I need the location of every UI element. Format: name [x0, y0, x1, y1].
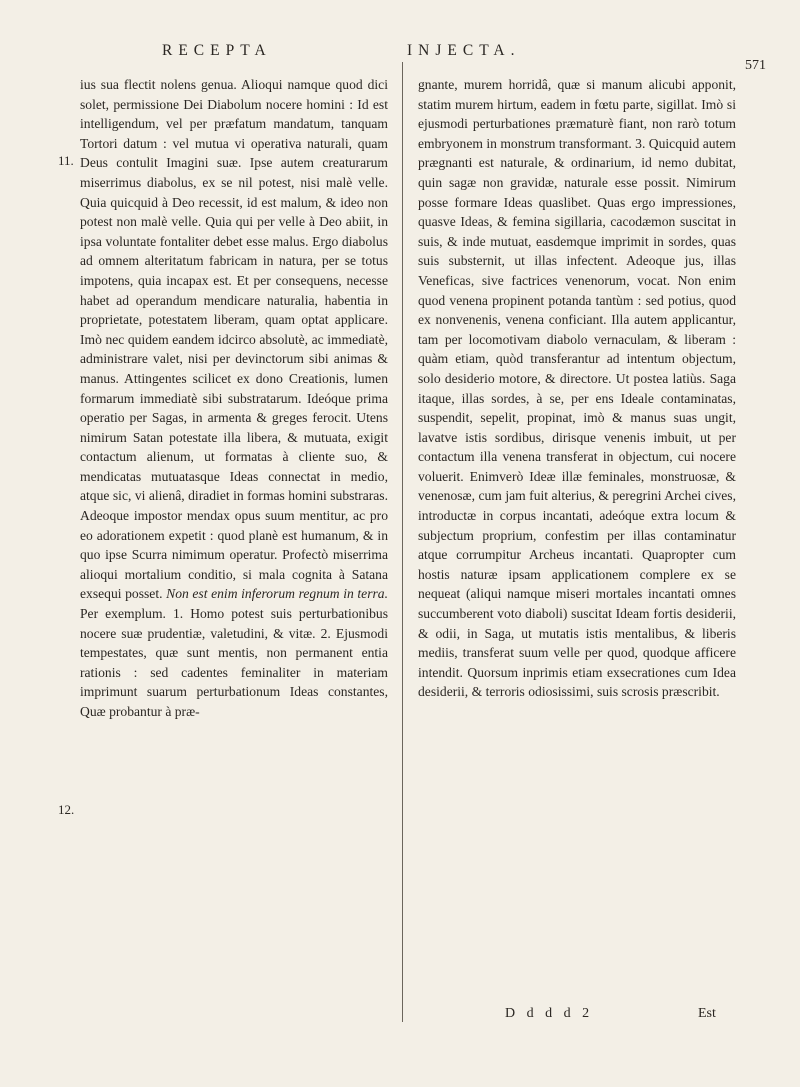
margin-number-11: 11.	[58, 153, 74, 168]
right-column	[418, 75, 736, 702]
margin-number-12: 12.	[58, 802, 75, 817]
signature-mark: D d d d 2	[505, 1006, 594, 1021]
catchword: Est	[698, 1006, 716, 1021]
left-text-part1: ius sua flectit nolens genua. Alioqui namque quod dici solet, permissione Dei Diabolum nocere homini : Id est intelligendum, vel per præfatum mandatum, tanquam Tortori datum : vel mutua vi operativa naturali, quam Deus contulit Imagini suæ. Ipse autem creaturarum miserrimus diabolus, ex se nil potest, nisi malè velle. Quia quicquid à Deo recessit, id est malum, & ideo non potest non malè velle. Quia qui per velle à Deo abiit, in ipsa voluntate fontaliter debet esse malus. Ergo diabolus ad omnem alteritatum fabricam in natura, per se totus impotens, quia incapax est. Et per consequens, necesse habet ad operandum mendicare naturalia, habentia in proprietate, potestatem liberam, quam optat applicare. Imò nec quidem eandem idcirco absolutè, ac immediatè, administrare valet, nisi per devinctorum sibi animas & manus. Attingentes scilicet ex dono Creationis, lumen formarum immediatè sibi substratarum. Ideóque prima operatio per Sagas, in armenta & greges ferocit. Utens nimirum Satan potestate illa libera, & mutuata, exigit contactum alienum, ut formatas à cliente suo, & mendicatas mutuatasque Ideas connectat in medio, atque sic, vi alienâ, diradiet in formas homini substraras. Adeoque impostor mendax opus suum mentitur, ac pro eo adorationem expetit : quod planè est humanum, & in quo ipse Scurra nimimum operatur. Profectò miserrima alioqui mortalium conditio, si mala cognita à Satana exsequi posset.	[80, 77, 388, 602]
running-head-left: RECEPTA	[162, 42, 272, 59]
running-head-right: INJECTA.	[407, 42, 521, 59]
column-divider	[402, 62, 403, 1022]
left-column	[80, 75, 388, 722]
left-column-text	[80, 75, 388, 722]
page-number: 571	[745, 58, 766, 73]
left-text-part2: Per exemplum. 1. Homo potest suis perturbationibus nocere suæ prudentiæ, valetudini, & vitæ. 2. Ejusmodi tempestates, quæ sunt mentis, non permanent entia rationis : sed cadentes feminaliter in materiam imprimunt suarum perturbationum Ideas constantes, Quæ probantur à præ-	[80, 606, 388, 719]
right-column-text: gnante, murem horridâ, quæ si manum alicubi apponit, statim murem hirtum, eadem in fœtu parte, sigillat. Imò si ejusmodi perturbationes præmaturè fiant, non rarò totum embryonem in monstrum transformant. 3. Quicquid autem prægnanti est naturale, & ordinarium, id nemo dubitat, quin sagæ non gravidæ, naturale esse possit. Nimirum posse formare Ideas quaslibet. Quas ergo impressiones, quasve Ideas, & femina sigillaria, cacodæmon suscitat in suis, & inde mutuat, easdemque imprimit in sordes, quas suis substernit, ut illas infectent. Adeoque jus, illas Veneficas, sive factrices venenorum, vocat. Non enim quod venena propinent potanda tantùm : sed potius, quod ex nonvenenis, venena conficiant. Illa autem applicantur, tam per locomotivam diabolo vernaculam, & liberam : quàm etiam, quòd transferantur ad intentum objectum, solo desiderio motore, & directore. Ut postea latiùs. Saga itaque, illas sordes, à se, per ens Ideale contaminatas, suspendit, sepelit, propinat, imò & manus suas ungit, lavatve istis sordibus, dirisque venenis imbuit, ut per contactum illa venena transferat in objectum, cui nocere voluerit. Enimverò Ideæ illæ feminales, monstruosæ, & venenosæ, cum jam fuit alterius, & peregrini Archei cives, introductæ in corpus incantati, adeóque extra locum & subjectum proprium, confestim per illas contaminatur atque corrumpitur Archeus incantati. Quapropter cum hostis naturæ ipsam applicationem complere ex se nequeat (aliqui namque miseri mortales incantati omnes succumberent voto diaboli) suscitat Ideam fortis desiderii, & odii, in Saga, ut mutatis istis mentalibus, & liberis mediis, transferat suum velle per quod, quodque afficere intendit. Quorsum inprimis etiam exsecrationes cum Idea desiderii, & terroris odiosissimi, suis scrosis præscribit.	[418, 77, 736, 700]
italic-quote: Non est enim inferorum regnum in terra.	[166, 586, 388, 602]
